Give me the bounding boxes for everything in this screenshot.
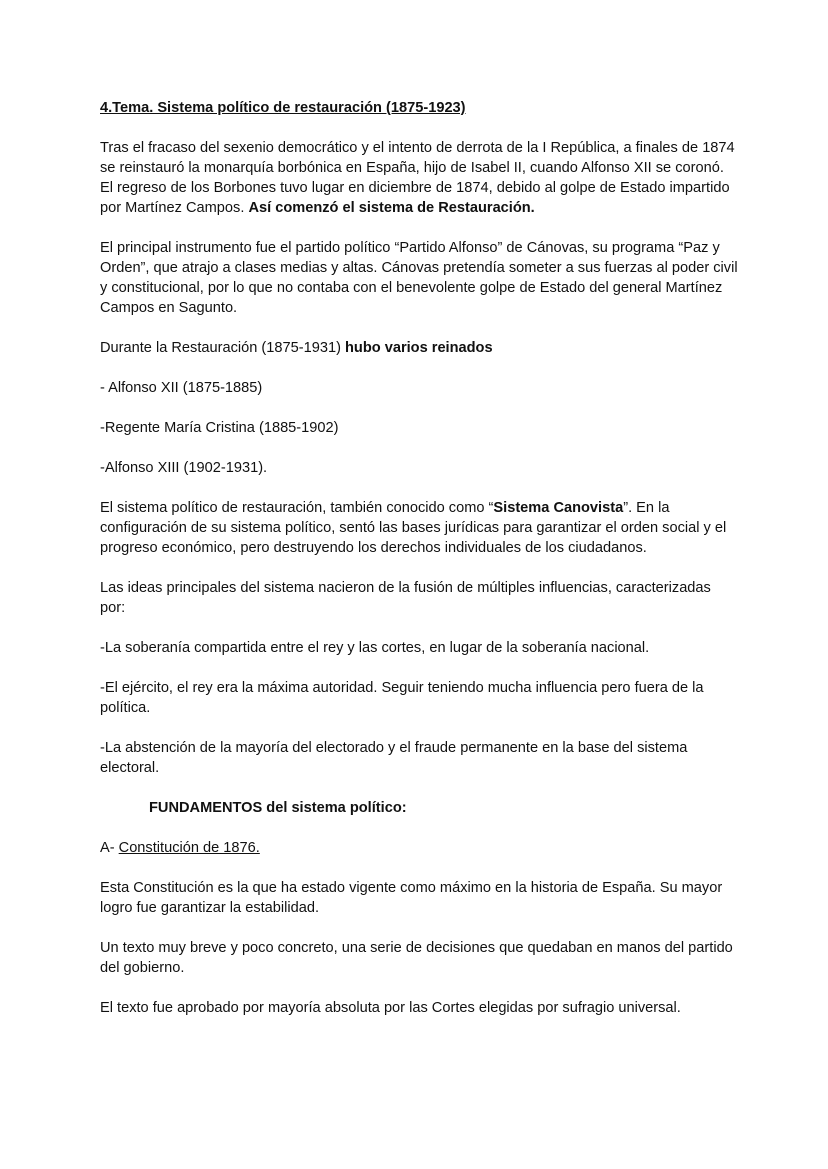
section-a-heading bbox=[100, 838, 740, 858]
feature-item: -La abstención de la mayoría del electorado y el fraude permanente en la base del sistema electoral. bbox=[100, 740, 688, 776]
fundamentos-bold: FUNDAMENTOS bbox=[149, 800, 263, 816]
paragraph-canovista bbox=[100, 498, 740, 558]
canovista-before: El sistema político de restauración, también conocido como “ bbox=[100, 500, 494, 516]
reign-item: -Alfonso XIII (1902-1931). bbox=[100, 460, 268, 476]
section-a-prefix: A- bbox=[100, 840, 119, 856]
paragraph-reinados bbox=[100, 338, 740, 358]
intro-text: Tras el fracaso del sexenio democrático y el intento de derrota de la I República, a finales de 1874 se reinstauró la monarquía borbónica en España, hijo de Isabel II, cuando Alfonso XII se coronó. El regreso de los Borbones tuvo lugar en diciembre de 1874, debido al golpe de Estado impartido por Martínez Campos. bbox=[100, 140, 735, 216]
feature-item: -La soberanía compartida entre el rey y las cortes, en lugar de la soberanía nacional. bbox=[100, 640, 650, 656]
paragraph-aprobado: El texto fue aprobado por mayoría absoluta por las Cortes elegidas por sufragio universal. bbox=[100, 1000, 681, 1016]
reinados-text: Durante la Restauración (1875-1931) bbox=[100, 340, 345, 356]
document-title: 4.Tema. Sistema político de restauración (1875-1923) bbox=[100, 100, 466, 116]
reign-item: - Alfonso XII (1875-1885) bbox=[100, 380, 263, 396]
paragraph-partido: El principal instrumento fue el partido político “Partido Alfonso” de Cánovas, su programa “Paz y Orden”, que atrajo a clases medias y altas. Cánovas pretendía someter a sus fuerzas al poder civil y constitucional, por lo que no contaba con el benevolente golpe de Estado del general Martínez Campos en Sagunto. bbox=[100, 240, 738, 316]
paragraph-texto-breve: Un texto muy breve y poco concreto, una serie de decisiones que quedaban en manos del partido del gobierno. bbox=[100, 940, 733, 976]
canovista-bold: Sistema Canovista bbox=[493, 500, 624, 516]
feature-item: -El ejército, el rey era la máxima autoridad. Seguir teniendo mucha influencia pero fuera de la política. bbox=[100, 680, 704, 716]
section-a-title: Constitución de 1876. bbox=[118, 840, 260, 856]
fundamentos-rest: del sistema político: bbox=[262, 800, 407, 816]
paragraph-ideas: Las ideas principales del sistema nacieron de la fusión de múltiples influencias, caracterizadas por: bbox=[100, 580, 711, 616]
document-page bbox=[100, 98, 740, 1038]
reign-item: -Regente María Cristina (1885-1902) bbox=[100, 420, 339, 436]
canovista-after: ”. En la configuración de su sistema político, sentó las bases jurídicas para garantizar el orden social y el progreso económico, pero destruyendo los derechos individuales de los ciudadanos. bbox=[100, 500, 727, 556]
fundamentos-heading bbox=[100, 798, 740, 818]
paragraph-intro bbox=[100, 138, 740, 218]
paragraph-constitucion: Esta Constitución es la que ha estado vigente como máximo en la historia de España. Su mayor logro fue garantizar la estabilidad. bbox=[100, 880, 723, 916]
reinados-bold: hubo varios reinados bbox=[345, 340, 493, 356]
intro-bold: Así comenzó el sistema de Restauración. bbox=[248, 200, 535, 216]
